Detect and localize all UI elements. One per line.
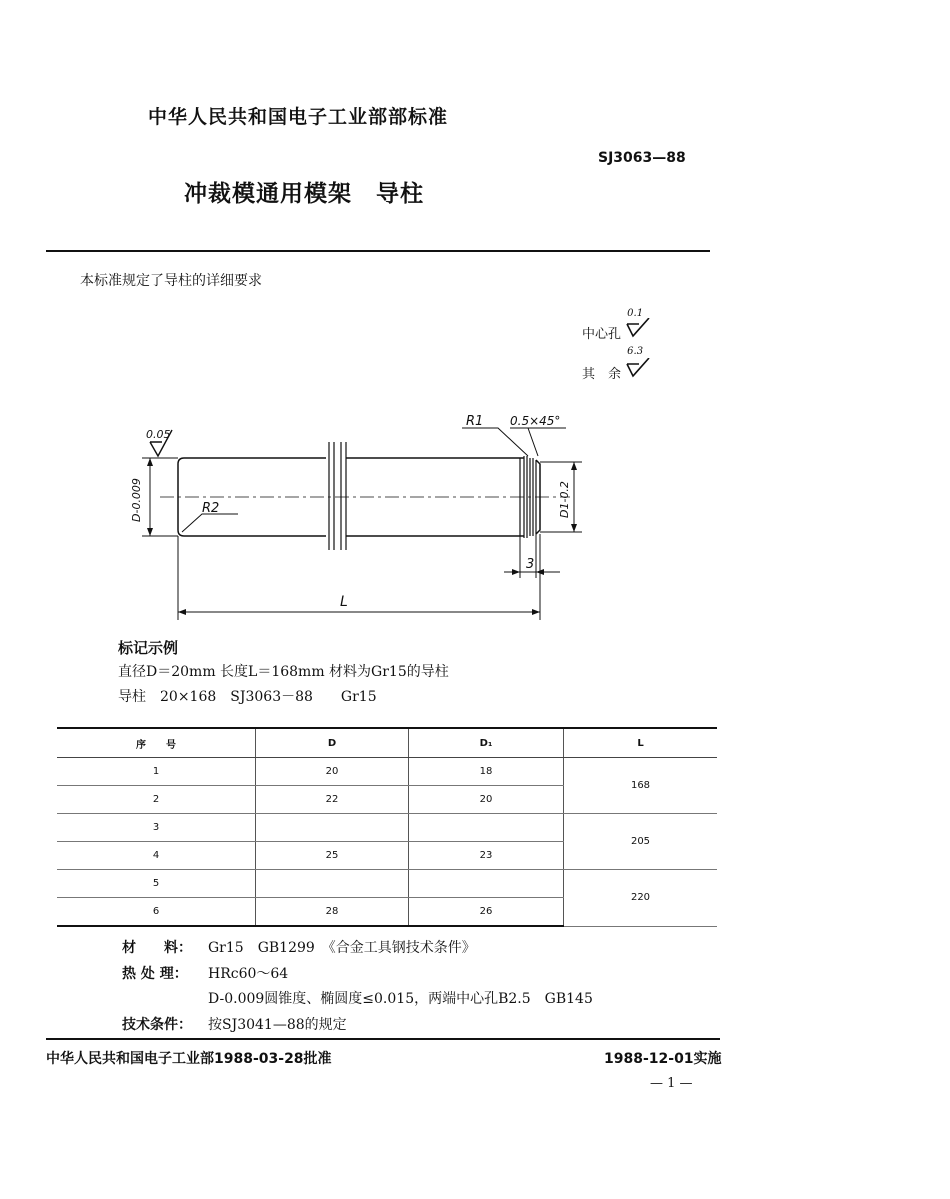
standard-number: SJ3063—88 [598,150,686,166]
center-hole-value: 0.1 [627,308,644,319]
groove-width-label: 3 [526,557,535,572]
cell-l: 205 [564,814,718,870]
heat-value: HRc60～64 [208,966,289,982]
tech-value: 按SJ3041—88的规定 [208,1017,347,1033]
document-title: 冲裁模通用模架 导柱 [184,181,424,207]
heat-line [122,963,288,983]
roughness-symbol-icon [625,358,651,380]
cell-no: 4 [57,842,256,870]
header-rule [46,250,710,252]
corner-radius-label: R2 [202,501,220,516]
col-header-l: L [564,728,718,758]
marking-line-1: 直径D＝20mm 长度L＝168mm 材料为Gr15的导柱 [118,664,449,680]
effective-date: 1988-12-01实施 [604,1051,722,1067]
marking-heading: 标记示例 [118,639,179,657]
intro-text: 本标准规定了导柱的详细要求 [80,273,262,289]
center-hole-label: 中心孔 [582,327,622,342]
cell-d [256,870,409,898]
heat-label: 热 处 理： [122,966,188,982]
marking-line-2: 导柱 20×168 SJ3063－88 Gr15 [118,689,377,705]
col-header-no: 序 号 [57,728,256,758]
cell-d1 [409,870,564,898]
groove-diameter-label: D1-0.2 [558,481,571,518]
cell-l: 220 [564,870,718,927]
tolerance-note: D-0.009圆锥度、椭圆度≤0.015，两端中心孔B2.5 GB145 [208,991,593,1007]
rest-value: 6.3 [627,346,644,357]
cell-no: 1 [57,758,256,786]
cell-d1: 20 [409,786,564,814]
col-header-d: D [256,728,409,758]
table-row [57,814,717,842]
cell-no: 2 [57,786,256,814]
right-radius-label: R1 [466,414,484,429]
material-label: 材 料： [122,940,192,956]
cell-l: 168 [564,758,718,814]
tech-line [122,1014,347,1034]
cell-d [256,814,409,842]
tech-label: 技术条件： [122,1017,192,1033]
cell-no: 6 [57,898,256,927]
chamfer-label: 0.5×45° [510,414,561,428]
roughness-center-hole [582,308,651,342]
cell-d1 [409,814,564,842]
approval-text: 中华人民共和国电子工业部1988-03-28批准 [46,1051,332,1067]
material-value: Gr15 GB1299 《合金工具钢技术条件》 [208,940,476,956]
cell-d: 25 [256,842,409,870]
table-header-row [57,728,717,758]
material-line [122,937,476,957]
page-number: — 1 — [650,1076,693,1091]
table-row [57,870,717,898]
cell-no: 3 [57,814,256,842]
cell-d: 20 [256,758,409,786]
table-row [57,758,717,786]
cell-d1: 18 [409,758,564,786]
roughness-symbol-icon [625,318,651,340]
diameter-label: D-0.009 [130,478,143,522]
cell-d1: 26 [409,898,564,927]
col-header-d1: D₁ [409,728,564,758]
cell-no: 5 [57,870,256,898]
cell-d1: 23 [409,842,564,870]
roughness-rest [582,346,651,382]
footer-rule [46,1038,720,1040]
left-end-finish-label: 0.05 [146,428,171,441]
rest-label: 其 余 [582,367,622,382]
length-label: L [340,594,348,610]
issuing-authority: 中华人民共和国电子工业部部标准 [148,106,449,128]
cell-d: 22 [256,786,409,814]
dimension-table [57,727,717,927]
cell-d: 28 [256,898,409,927]
guide-pillar-drawing [100,400,600,630]
